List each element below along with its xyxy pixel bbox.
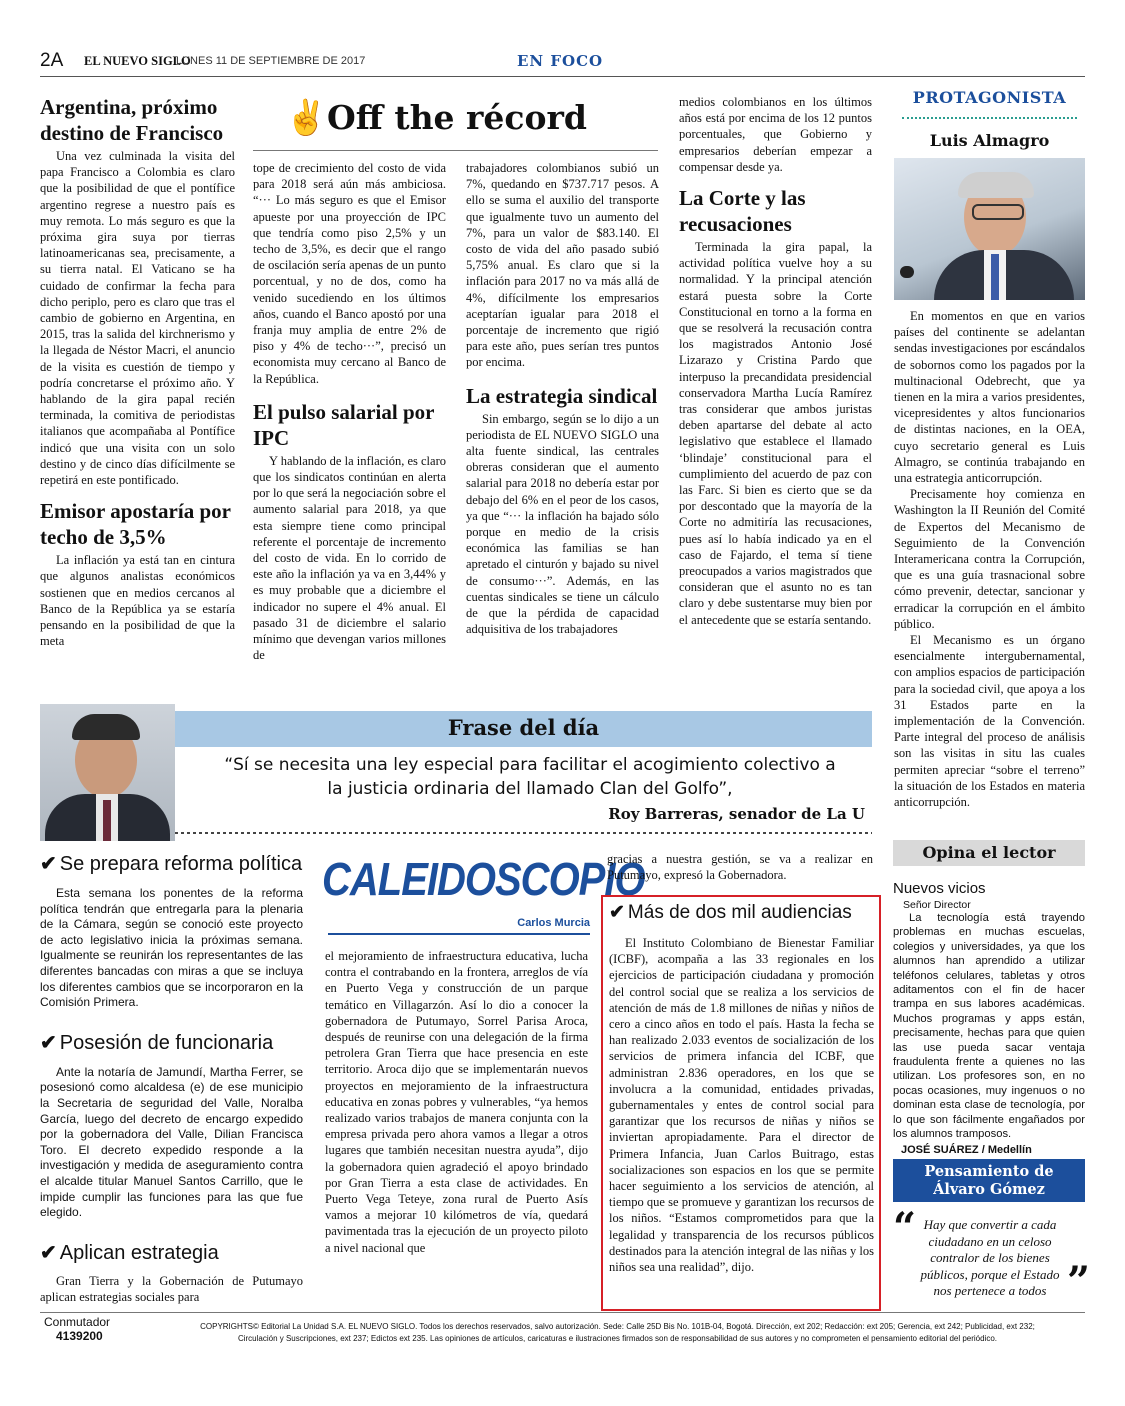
column-2 bbox=[253, 160, 446, 663]
pensamiento-title: Álvaro Gómez bbox=[933, 1181, 1045, 1198]
protagonista-name: Luis Almagro bbox=[929, 131, 1050, 150]
article-body: tope de crecimiento del costo de vida para 2018 será aún más ambiciosa. “··· Lo más seguro es que el Emisor apueste por una proyección de IPC que tendría como piso 2,5% y un techo de 3,5%, es decir que el rango de oscilación sería apenas de un punto porcentual, y no de dos, como ha venido sucediendo en los últimos años, cuando el Banco apostó por una franja muy amplia de entre 2% de piso y 4% de techo···”, precisó un economista muy cercano al Banco de la República. bbox=[253, 161, 446, 386]
pensamiento-title: Pensamiento de bbox=[924, 1163, 1054, 1180]
footer-copyright: COPYRIGHTS© Editorial La Unidad S.A. EL NUEVO SIGLO. Todos los derechos reservados, salvo autorización. Sede: Calle 25D Bis No. 101B-04, Bogotá. Dirección, ext 202; Redacción: ext 205; Gerencia, ext 242; Publicidad, ext 232; bbox=[200, 1322, 1035, 1331]
checkmark-icon: ✔ bbox=[40, 1031, 57, 1054]
opina-title-band bbox=[893, 840, 1085, 866]
article-body: En momentos en que en varios países del continente se adelantan sendas investigaciones por escándalos de sobornos como los pagados por la multinacional Odebrecht, que ya tienen en la mira a varios presidentes, vicepresidentes y altos funcionarios de distintas naciones, en la OEA, cuyo secretario general es Luis Almagro, se continúa trabajando en una estrategia anticorrupción. bbox=[894, 309, 1085, 486]
frase-rule bbox=[175, 832, 872, 834]
page-number: 2A bbox=[40, 50, 64, 71]
victory-hand-icon: ✌ bbox=[285, 98, 328, 138]
off-the-record-title: Off the récord bbox=[327, 98, 587, 137]
title-rule bbox=[253, 150, 658, 151]
pensamiento-quote: Hay que convertir a cada ciudadano en un celoso contralor de los bienes públicos, porque el Estado nos pertenece a todos bbox=[920, 1217, 1060, 1298]
audiencias-content bbox=[609, 901, 874, 1275]
section-label: EN FOCO bbox=[517, 52, 604, 70]
conmutador-number: 4139200 bbox=[56, 1329, 103, 1343]
frase-author: Roy Barreras, senador de La U bbox=[608, 805, 865, 823]
brief-body: Esta semana los ponentes de la reforma política tendrán que entregarla para la plenaria de la Cámara, según se conoció este proyecto de acto legislativo inicia la próximas semana. Igualmente se reunirán los representantes de las diferentes bancadas con miras a que se incluya los diferentes cambios que se incorporaron en la Comisión Primera. bbox=[40, 886, 303, 1010]
opina-box bbox=[893, 840, 1085, 1156]
caleidoscopio-body: el mejoramiento de infraestructura educativa, lucha contra el contrabando en la frontera, arreglos de vía en Puerto Vega y construcción de un parque temático en Villagarzón. Así lo dio a conocer la gobernadora de Putumayo, Sorrel Parisa Aroca, después de reunirse con una delegación de la firma petrolera Gran Tierra que hace presencia en este territorio. Aroca dijo que se implementarán nuevos proyectos en mejoramiento de la infraestructura educativa en zonas pobres y vulnerables, “ya hemos realizado varios trabajos de manera conjunta con la empresa privada pero ahora vamos a llegar a otros lugares que también necesitan nuestra ayuda”, dijo la gobernadora quien agradeció el apoyo brindado por Gran Tierra a esta clase de actividades. En Puerto Vega Teteye, zona rural de Puerto Asís vamos a mejorar 10 kilómetros de vía, quedará pavimentada tras la ejecución de un proyecto piloto a nivel nacional que bbox=[325, 949, 588, 1255]
caleidoscopio-logo: CALEIDOSCOPIO bbox=[322, 854, 645, 906]
brief-body: Gran Tierra y la Gobernación de Putumayo aplican estrategias sociales para bbox=[40, 1273, 303, 1304]
checkmark-icon: ✔ bbox=[609, 902, 625, 923]
footer-contact: Circulación y Suscripciones, ext 237; Edictos ext 235. Las opiniones de artículos, caricaturas e ilustraciones firmados son de responsabilidad de sus autores y no comprometen el pensamiento editorial del periódico. bbox=[237, 1334, 998, 1343]
article-body: Sin embargo, según se lo dijo a un periodista de EL NUEVO SIGLO una alta fuente sindical, las centrales obreras consideran que el aumento salarial para 2018 no debería estar por debajo del 6% en el peor de los casos, ya que “··· la inflación ha bajado sólo porque en medio de la crisis económica las familias se han apretado el cinturón y bajado su nivel de consumo···”. Además, en las cuentas sindicales se tiene un cálculo de que la pérdida de capacidad adquisitiva de los trabajadores bbox=[466, 411, 659, 637]
conmutador-label: Conmutador bbox=[44, 1315, 111, 1329]
opina-headline: Nuevos vicios bbox=[893, 880, 986, 897]
frase-title: Frase del día bbox=[447, 715, 600, 740]
article-headline: La Corte y las recusaciones bbox=[679, 186, 806, 237]
header-rule bbox=[40, 76, 1085, 77]
article-body: Precisamente hoy comienza en Washington la II Reunión del Comité de Expertos del Mecanismo de Seguimiento de la Convención Interamericana contra la Corrupción, que es una guía trasnacional sobre cómo prevenir, detectar, sancionar y erradicar la corrupción en el ámbito público. bbox=[894, 487, 1085, 631]
audiencias-lead bbox=[607, 851, 873, 883]
brief-headline: ✔ Posesión de funcionaria bbox=[40, 1031, 274, 1054]
frase-photo bbox=[40, 704, 175, 841]
briefs-column bbox=[40, 852, 303, 1305]
close-quote-icon: ” bbox=[1067, 1258, 1091, 1305]
column-4 bbox=[679, 94, 872, 628]
article-headline: Argentina, próximo destino de Francisco bbox=[40, 95, 224, 145]
brief-body: Ante la notaría de Jamundí, Martha Ferrer, se posesionó como alcaldesa (e) de ese municipio la Secretaria de seguridad del Valle, Noralba García, luego del decreto de encargo expedido por la gobernadora del Valle, Dilian Francisca Toro. El decreto expedido responde a la investigación y medida de aseguramiento contra el alcalde titular Manuel Santos Carrillo, que le impide cumplir las funciones para las que fue elegido. bbox=[40, 1064, 303, 1220]
article-body: La inflación ya está tan en cintura que algunos analistas económicos sostienen que en medios cercanos al Banco de la República ya se estaría pensando en la posibilidad de que la meta bbox=[40, 553, 235, 649]
protagonista-box bbox=[894, 88, 1085, 810]
opina-signature: JOSÉ SUÁREZ / Medellín bbox=[901, 1143, 1032, 1156]
section-title bbox=[285, 96, 655, 142]
caleidoscopio-author: Carlos Murcia bbox=[517, 917, 590, 929]
article-body: Una vez culminada la visita del papa Francisco a Colombia es claro que la posibilidad de que el pontífice argentino regrese a nuestro país es muy remota. Lo más seguro es que la próxima gira suya por tierras latinoamericanas sea, precisamente, a su tierra natal. El Vaticano se ha cuidado de confirmar la fecha para dicho periplo, pero es claro que tras el cambio de gobierno en Argentina, en 2015, tras la salida del kirchnerismo y la llegada de Néstor Macri, el anuncio de la visita es cuestión de tiempo y podría concretarse el próximo año. Y hablando de la gira papal recién terminada, la comitiva de periodistas italianos que acompañaba al Pontífice indicó que una visita con un solo destino y de cinco días difícilmente se repetirá en este pontificado. bbox=[40, 149, 235, 488]
page-header bbox=[40, 48, 1085, 76]
caleidoscopio-rule bbox=[328, 933, 590, 935]
pensamiento-header bbox=[893, 1159, 1085, 1202]
article-headline: Emisor apostaría por techo de 3,5% bbox=[40, 499, 231, 550]
article-headline: La estrategia sindical bbox=[466, 383, 658, 408]
article-body: El Mecanismo es un órgano esencialmente intergubernamental, con amplios espacios de participación para la sociedad civil, que apoya a los 31 Estados parte en la implementación de la Convención. Parte integral del proceso de análisis son las visitas in situ las cuales permiten apreciar “sobre el terreno” la situación de los Estados en materia anticorrupción. bbox=[894, 633, 1085, 810]
protagonista-label: PROTAGONISTA bbox=[912, 88, 1067, 107]
portrait-photo bbox=[894, 158, 1085, 300]
frase-quote: “Sí se necesita una ley especial para facilitar el acogimiento colectivo a la justicia ordinaria del llamado Clan del Golfo”, bbox=[224, 755, 836, 799]
article-headline: El pulso salarial por IPC bbox=[253, 399, 435, 450]
header-date: LUNES 11 DE SEPTIEMBRE DE 2017 bbox=[176, 55, 366, 67]
opina-body: La tecnología está trayendo problemas en muchas escuelas, colegios y universidades, ya que los alumnos han aprendido a utilizar teléfonos celulares, tabletas y otros aditamentos con el fin de hacer trampa en sus labores académicas. Muchos programas y apps están, precisamente, hechas para que quien las use pueda sacar ventaja fraudulenta frente a quienes no las utilizan. Los profesores son, en no pocas ocasiones, muy ingenuos o no dominan esta clase de tecnología, por lo que son fácilmente engañados por los alumnos tramposos. bbox=[893, 912, 1085, 1141]
column-1 bbox=[40, 94, 235, 649]
brief-headline: ✔ Más de dos mil audiencias bbox=[609, 902, 852, 923]
brief-headline: ✔ Aplican estrategia bbox=[40, 1241, 219, 1264]
article-body: gracias a nuestra gestión, se va a realizar en Putumayo, expresó la Gobernadora. bbox=[607, 852, 873, 883]
checkmark-icon: ✔ bbox=[40, 1241, 57, 1264]
opina-title: Opina el lector bbox=[922, 843, 1056, 862]
dotted-divider bbox=[902, 117, 1077, 119]
article-body: medios colombianos en los últimos años está por encima de los 12 puntos porcentuales, que Gobierno y empresarios deberían empezar a compensar desde ya. bbox=[679, 95, 872, 174]
brief-headline: ✔ Se prepara reforma política bbox=[40, 853, 303, 875]
article-body: trabajadores colombianos subió un 7%, quedando en $737.717 pesos. A ello se suma el auxilio del transporte que igualmente tuvo un aumento del 7%, para un valor de $83.140. El costo de vida del año pasado subió 5,75% anual. Es claro que si la inflación para 2017 no va más allá de 4%, difícilmente los empresarios aceptarían igualar para 2018 el porcentaje de incremento que rigió para este año, pues serían tres puntos por encima. bbox=[466, 161, 659, 370]
checkmark-icon: ✔ bbox=[40, 853, 57, 875]
caleidoscopio-column bbox=[325, 948, 588, 1256]
opina-salute: Señor Director bbox=[903, 899, 971, 911]
paper-name: EL NUEVO SIGLO bbox=[84, 54, 191, 68]
article-body: Y hablando de la inflación, es claro que los sindicatos continúan en alerta por lo que será la negociación sobre el aumento salarial para 2018, ya que esta siempre tiene como principal referente el porcentaje de incremento del costo de vida. En lo corrido de este año la inflación ya va en 3,44% y es muy probable que a diciembre el indicador no supere el 4% anual. El pasado 31 de diciembre el salario mínimo que devengan varios millones de bbox=[253, 453, 446, 663]
audiencias-body: El Instituto Colombiano de Bienestar Familiar (ICBF), acompaña a las 33 regionales en los ejercicios de participación ciudadana y promoción del control social que se realiza a los servicios de atención de más de 1.8 millones de niñas y niños de cero a cinco años en todo el país. Hasta la fecha se han realizado 2.033 eventos de socialización de los servicios de primera infancia del ICBF, que administran 2.836 operadores, en los que se involucra a la comunidad, entidades privadas, gubernamentales y entes de control social para garantizar que los recursos de niñas y niños se inviertan apropiadamente. Para el director de Primera Infancia, Juan Carlos Buitrago, estas socializaciones son espacios en los que se permite hacer seguimiento a los servicios de atención, al tiempo que se promueve y garantizan los recursos de los niños. “Estamos comprometidos para que la legalidad y transparencia de los recursos públicos destinados para la atención integral de las niñas y los niños sea una realidad”, dijo. bbox=[609, 936, 874, 1275]
article-body: Terminada la gira papal, la actividad política vuelve hoy a su normalidad. Y la principal atención estará puesta sobre la Corte Constitucional en torno a la forma en que se resolverá la recusación contra los magistrados Antonio José Lizarazo y Cristina Pardo que interpuso la precandidata presidencial conservadora Martha Lucía Ramírez tras considerar que ambos juristas deben apartarse del debate al acto legislativo que establece el llamado ‘blindaje’ constitucional para el cumplimiento del acuerdo de paz con las Farc. Si bien es cierto que se da por descontado que la mayoría de la Corte no admitiría las recusaciones, pues así lo había indicado ya en el caso de Fajardo, el tema sí tiene preocupados a varios magistrados que consideran que el asunto no es tan claro y debe sustentarse muy bien por el antecedente que se estaría sentando. bbox=[679, 240, 872, 627]
open-quote-icon: “ bbox=[893, 1204, 917, 1251]
column-3 bbox=[466, 160, 659, 637]
footer-rule bbox=[40, 1312, 1085, 1313]
